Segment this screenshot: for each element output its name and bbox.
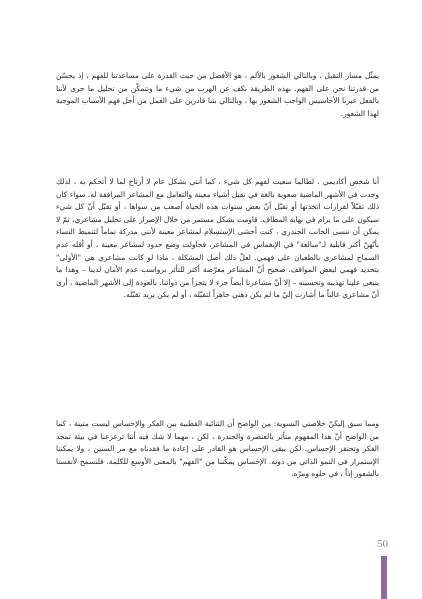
accent-bar [381, 556, 387, 599]
paragraph-1: يمثّل مسار التقبل ، وبالتالي الشعور بالألم ، هو الأفضل من حيث القدرة على مساعدتنا للفهم ، إذ يحسّن من قدرتنا نحن على الفهم. بهذه الطريقة نكف عن الهرب من شيء ما ونتمكّن من تحليل ما جرى لأننا بالفعل عبرنا الأحاسيس الواجب الشعور بها ، وبالتالي بتنا قادرين على العمل من أجل فهم الأسباب الموجبة لهذا الشعور. [56, 71, 379, 118]
paragraph-3: ومما سبق إليكنّ خلاصتي النسوية: من الواضح أن الثنائية القطبية بين الفكر والإحساس ليست متينة ، كما من الواضح أنّ هذا المفهوم متأثر بالعنصرة والجندرة ، لكن ، مهما لا شك فيه أننا ترعرعنا في بيئة تمجد الفكر وتحتقر الإحساس. لكن يبقى الإحساس هو القادر على إعادة ما فقدناه مع مر السنين ، ولا يمكننا الإستمرار في النمو الذاتي من دونه. الإحساس يمكّننا من "الفهم" بالمعنى الأوسع للكلمة. فلنسمح لأنفسنا بالشعور إذاً ، في حلوه ومرّه. [56, 419, 379, 479]
paragraph-2: أنا شخص أكاديمي ، لطالما سعيت لفهم كل شيء ، كما أنني بشكل عام لا أرتاح لما لا أتحكم به ، لذلك وجدت في الأشهر الماضية صعوبة بالغة في تقبل أشياء معينة والتعامل مع المشاعر المرافقة له. سواء كان ذلك تقبّلاً لقرارات اتخذتها أو تقبّل أنّ بعض سنوات هذه الحياة أصعب من سواها ، أو تقبّل أنّ كل شيء سيكون على ما يرام في نهاية المطاف. قاومت بشكل مستمر من خلال الإصرار على تحليل مشاعري، ثمّ لا يمكن أن ننسى الجانب الجندري ، كنت أخشى الإستسلام لمشاعر معينة لأنني مدركة تماماً لتنميط النساء بأنّهنّ أكثر قابلية لـ"مبالغة" في الإنغماس في المشاعر، فحاولت وضع حدود لمشاعر معينة ، أو أقله عدم السماح لمشاعري بالطغيان على فهمي. لعلّ ذلك أصل المشكلة ، ماذا لو كانت مشاعري هي "الأولى" بتحديد فهمي لبعض المواقف. صحيح أنّ المشاعر معرّضة أكثر للتأثر برواسب عدم الأمان لدينا – وهذا ما ينبغي علينا تهذيبه وتحسينه – إلا أنّ مشاعرنا أيضاً جزء لا يتجزأ من ذواتنا. بالعودة إلى الأشهر الماضية ، أرى أنّ مشاعري غالباً ما أشارت إليّ ما لم يكن ذهني جاهزاً لتقبّله ، أو لم يكن يريد تقبّله. [56, 177, 379, 300]
page-number: 50 [377, 538, 388, 550]
